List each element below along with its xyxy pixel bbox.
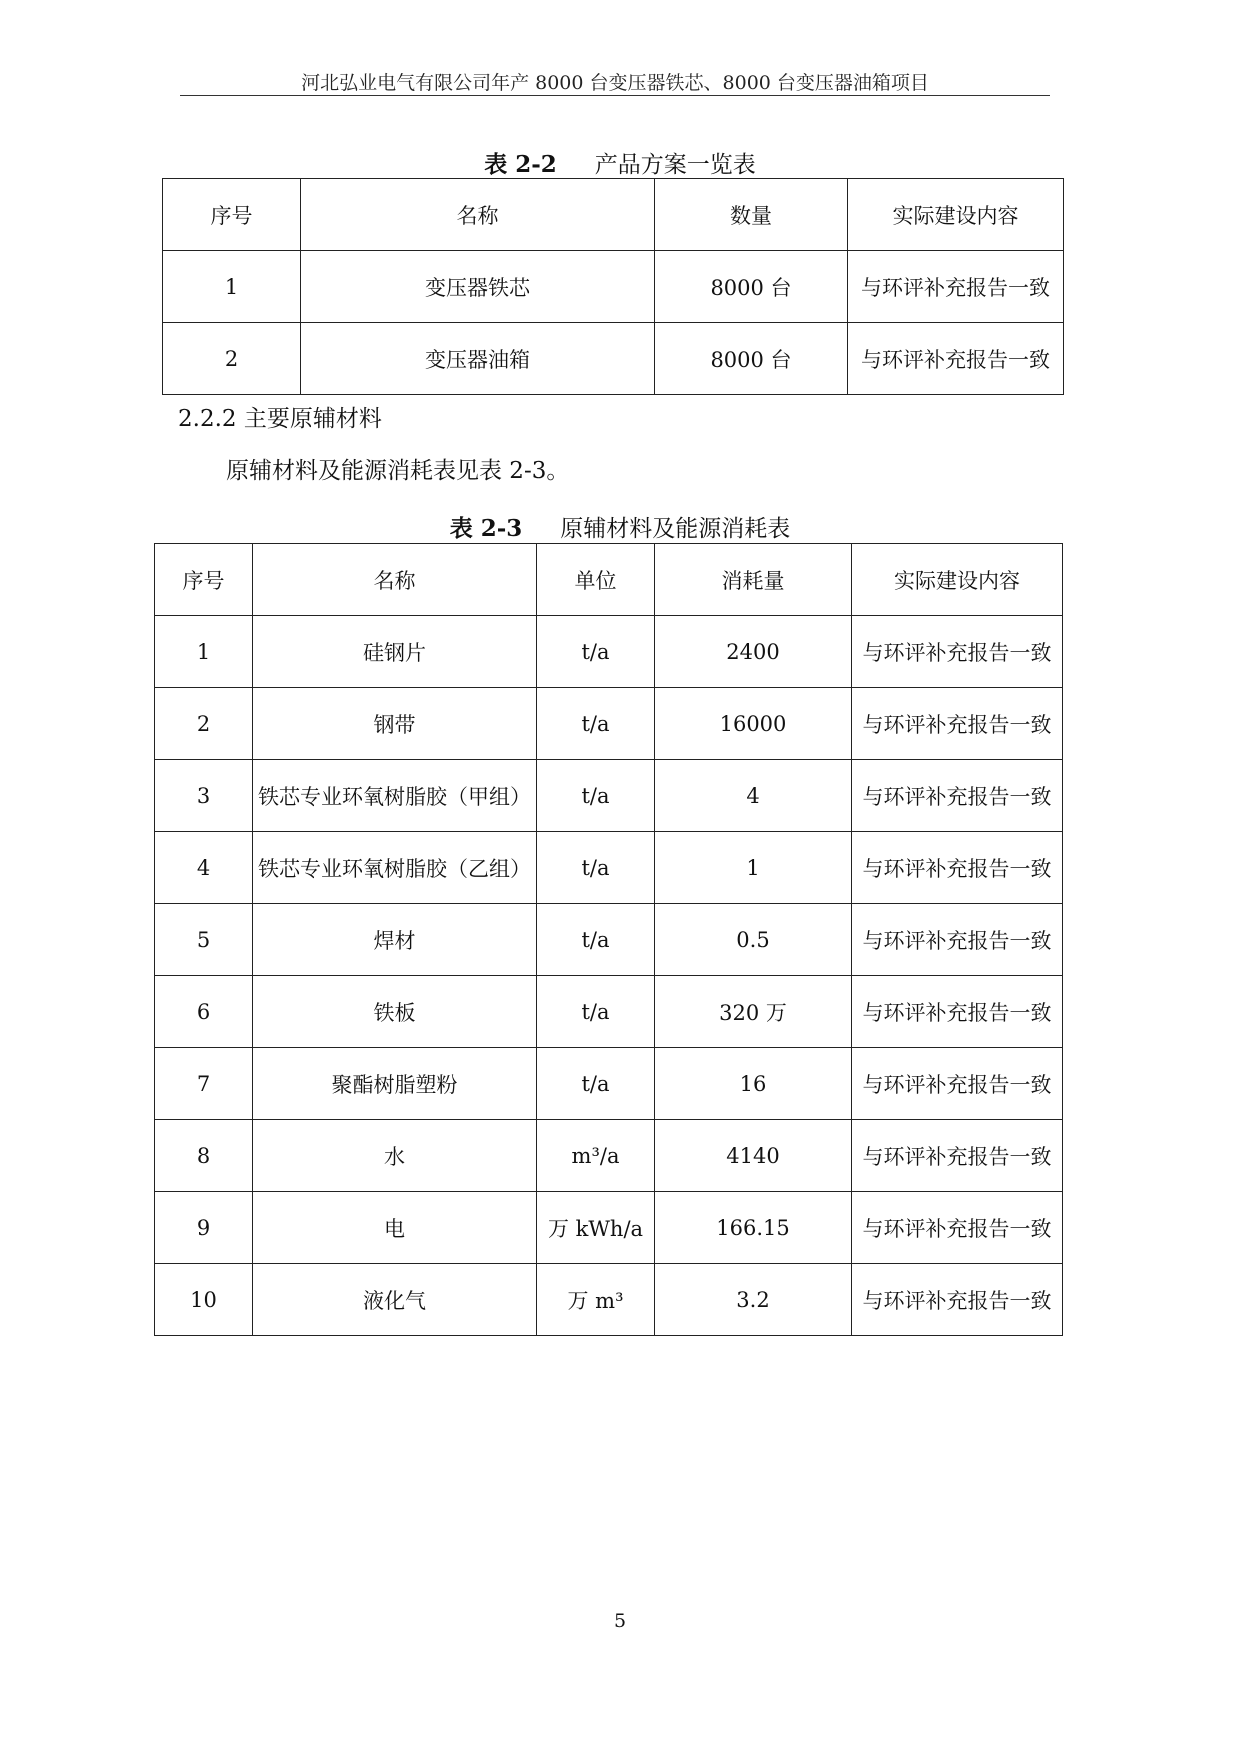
cell-name: 水 [253,1120,537,1192]
table-row [155,1120,1063,1192]
cell-unit: t/a [537,760,655,832]
cell-status: 与环评补充报告一致 [852,688,1063,760]
cell-status: 与环评补充报告一致 [852,832,1063,904]
column-header: 实际建设内容 [848,179,1064,251]
table-row [155,616,1063,688]
cell-index: 10 [155,1264,253,1336]
table-header-row [155,544,1063,616]
cell-name: 钢带 [253,688,537,760]
table-row [155,1192,1063,1264]
column-header: 数量 [655,179,848,251]
cell-index: 7 [155,1048,253,1120]
column-header: 单位 [537,544,655,616]
table-2-2-number: 表 2-2 [484,151,557,178]
cell-consumption: 0.5 [655,904,852,976]
cell-consumption: 4140 [655,1120,852,1192]
table-2-3-title: 原辅材料及能源消耗表 [560,516,791,542]
page-number: 5 [613,1610,627,1632]
cell-name: 硅钢片 [253,616,537,688]
cell-index: 2 [155,688,253,760]
table-row [155,904,1063,976]
cell-unit: t/a [537,832,655,904]
cell-index: 8 [155,1120,253,1192]
cell-unit: t/a [537,904,655,976]
cell-consumption: 320 万 [655,976,852,1048]
column-header: 实际建设内容 [852,544,1063,616]
header-rule [180,95,1050,96]
table-row [155,832,1063,904]
column-header: 序号 [155,544,253,616]
cell-name: 铁板 [253,976,537,1048]
cell-name: 变压器油箱 [301,323,655,395]
cell-name: 铁芯专业环氧树脂胶（甲组） [253,760,537,832]
cell-status: 与环评补充报告一致 [852,904,1063,976]
table-row [163,323,1064,395]
table-2-2-caption [0,146,1240,179]
cell-status: 与环评补充报告一致 [852,1192,1063,1264]
cell-status: 与环评补充报告一致 [848,323,1064,395]
cell-name: 电 [253,1192,537,1264]
cell-index: 1 [155,616,253,688]
cell-status: 与环评补充报告一致 [852,976,1063,1048]
cell-name: 液化气 [253,1264,537,1336]
cell-status: 与环评补充报告一致 [852,1048,1063,1120]
cell-status: 与环评补充报告一致 [848,251,1064,323]
section-heading: 2.2.2 主要原辅材料 [178,406,382,432]
cell-consumption: 166.15 [655,1192,852,1264]
cell-status: 与环评补充报告一致 [852,616,1063,688]
cell-consumption: 4 [655,760,852,832]
cell-unit: t/a [537,688,655,760]
cell-index: 6 [155,976,253,1048]
cell-index: 2 [163,323,301,395]
cell-consumption: 16 [655,1048,852,1120]
cell-unit: 万 kWh/a [537,1192,655,1264]
cell-index: 3 [155,760,253,832]
cell-status: 与环评补充报告一致 [852,760,1063,832]
cell-name: 聚酯树脂塑粉 [253,1048,537,1120]
cell-unit: 万 m³ [537,1264,655,1336]
cell-index: 9 [155,1192,253,1264]
cell-unit: t/a [537,616,655,688]
product-plan-table [162,178,1064,395]
table-header-row [163,179,1064,251]
cell-index: 5 [155,904,253,976]
cell-status: 与环评补充报告一致 [852,1264,1063,1336]
cell-index: 4 [155,832,253,904]
table-row [155,688,1063,760]
cell-unit: t/a [537,976,655,1048]
table-row [155,976,1063,1048]
table-2-3-caption [0,510,1240,543]
cell-unit: m³/a [537,1120,655,1192]
table-2-3-number: 表 2-3 [449,515,523,542]
cell-consumption: 2400 [655,616,852,688]
table-row [155,760,1063,832]
materials-energy-table [154,543,1063,1336]
table-row [155,1264,1063,1336]
cell-name: 焊材 [253,904,537,976]
cell-quantity: 8000 台 [655,323,848,395]
column-header: 名称 [301,179,655,251]
section-paragraph: 原辅材料及能源消耗表见表 2-3。 [226,458,570,484]
cell-consumption: 16000 [655,688,852,760]
page-header: 河北弘业电气有限公司年产 8000 台变压器铁芯、8000 台变压器油箱项目 [301,72,929,94]
cell-consumption: 3.2 [655,1264,852,1336]
table-2-2-title: 产品方案一览表 [594,152,756,178]
table-row [163,251,1064,323]
table-row [155,1048,1063,1120]
cell-consumption: 1 [655,832,852,904]
cell-quantity: 8000 台 [655,251,848,323]
cell-index: 1 [163,251,301,323]
column-header: 名称 [253,544,537,616]
column-header: 序号 [163,179,301,251]
cell-name: 变压器铁芯 [301,251,655,323]
cell-unit: t/a [537,1048,655,1120]
cell-status: 与环评补充报告一致 [852,1120,1063,1192]
column-header: 消耗量 [655,544,852,616]
cell-name: 铁芯专业环氧树脂胶（乙组） [253,832,537,904]
